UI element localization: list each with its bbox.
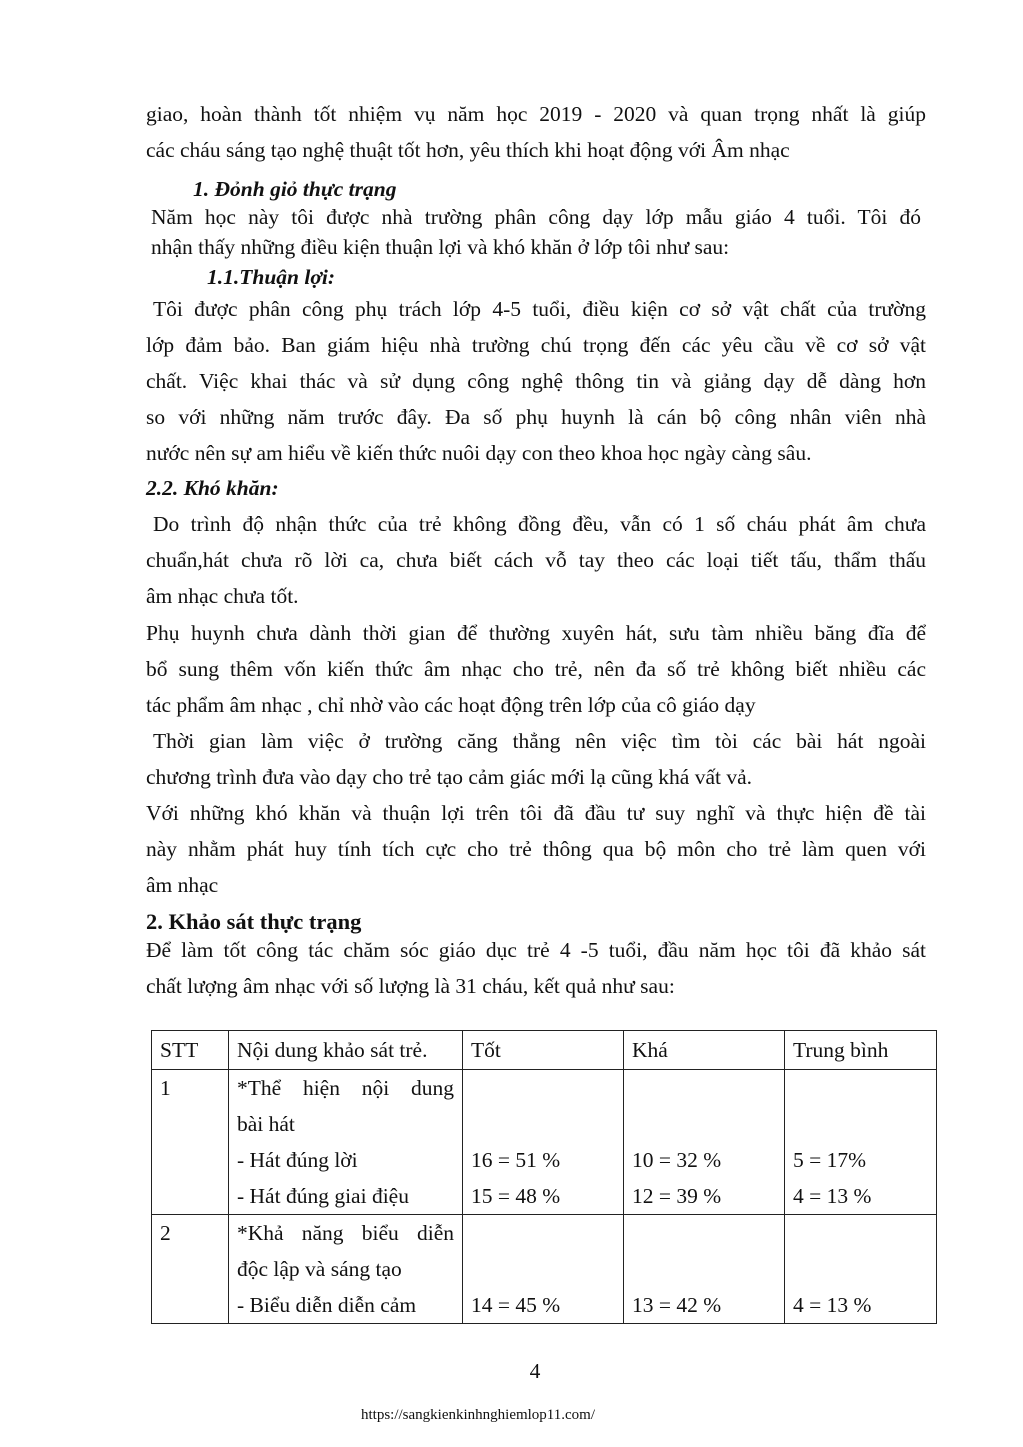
row-content-line: - Hát đúng giai điệu bbox=[237, 1184, 409, 1208]
row-stt: 2 bbox=[160, 1221, 171, 1245]
footer-url[interactable]: https://sangkienkinhnghiemlop11.com/ bbox=[360, 1407, 595, 1423]
table-cell bbox=[152, 1070, 229, 1215]
table-cell bbox=[152, 1215, 229, 1324]
paragraph-line: lớp đảm bảo. Ban giám hiệu nhà trường chú trọng đến các yêu cầu về cơ sở vật bbox=[146, 333, 926, 357]
table-header-row bbox=[152, 1031, 937, 1070]
row-kha-line bbox=[632, 1106, 776, 1142]
row-tb-line bbox=[793, 1106, 928, 1142]
page-number: 4 bbox=[529, 1359, 541, 1383]
row-tot-line bbox=[471, 1106, 615, 1142]
table-cell bbox=[624, 1215, 785, 1324]
section2-heading: 2. Khảo sát thực trạng bbox=[146, 909, 362, 934]
row-content-line: *Khả năng biểu diễn bbox=[237, 1221, 454, 1245]
row-kha-line: 12 = 39 % bbox=[632, 1184, 722, 1208]
table-cell bbox=[785, 1070, 937, 1215]
row-kha-line bbox=[632, 1070, 776, 1106]
row-kha-line bbox=[632, 1251, 776, 1287]
header-kha: Khá bbox=[632, 1038, 668, 1062]
paragraph-line: Phụ huynh chưa dành thời gian để thường xuyên hát, sưu tàm nhiều băng đĩa để bbox=[146, 621, 926, 645]
paragraph-line: Tôi được phân công phụ trách lớp 4-5 tuổi, điều kiện cơ sở vật chất của trường bbox=[153, 297, 926, 321]
row-content-line: - Hát đúng lời bbox=[237, 1148, 358, 1172]
row-tot-line bbox=[471, 1251, 615, 1287]
row-kha-line bbox=[632, 1215, 776, 1251]
row-tot-line: 15 = 48 % bbox=[471, 1184, 561, 1208]
table-row bbox=[152, 1215, 937, 1324]
row-kha-line: 10 = 32 % bbox=[632, 1148, 722, 1172]
row-tb-line: 4 = 13 % bbox=[793, 1184, 872, 1208]
header-content: Nội dung khảo sát trẻ. bbox=[237, 1038, 428, 1062]
header-trung-binh: Trung bình bbox=[793, 1038, 889, 1062]
table-header-cell bbox=[463, 1031, 624, 1070]
paragraph-line: Thời gian làm việc ở trường căng thẳng nên việc tìm tòi các bài hát ngoài bbox=[153, 729, 926, 753]
paragraph-line: Với những khó khăn và thuận lợi trên tôi đã đầu tư suy nghĩ và thực hiện đề tài bbox=[146, 801, 926, 825]
table-row bbox=[152, 1070, 937, 1215]
section1-heading: 1. Đỏnh giỏ thực trạng bbox=[193, 177, 397, 201]
row-content-line: - Biểu diễn diễn cảm bbox=[237, 1293, 417, 1317]
table-cell bbox=[229, 1070, 463, 1215]
row-content-line: *Thể hiện nội dung bbox=[237, 1076, 454, 1100]
table-header-cell bbox=[624, 1031, 785, 1070]
row-content-line: độc lập và sáng tạo bbox=[237, 1257, 402, 1281]
table-cell bbox=[463, 1070, 624, 1215]
paragraph-line: chất lượng âm nhạc với số lượng là 31 cháu, kết quả như sau: bbox=[146, 974, 675, 998]
paragraph-line: so với những năm trước đây. Đa số phụ huynh là cán bộ công nhân viên nhà bbox=[146, 405, 926, 429]
paragraph-line: chương trình đưa vào dạy cho trẻ tạo cảm giác mới lạ cũng khá vất vả. bbox=[146, 765, 753, 789]
paragraph-line: âm nhạc bbox=[146, 873, 219, 897]
paragraph-line: nhận thấy những điều kiện thuận lợi và khó khăn ở lớp tôi như sau: bbox=[151, 235, 730, 259]
row-tb-line: 4 = 13 % bbox=[793, 1293, 872, 1317]
row-tot-line: 14 = 45 % bbox=[471, 1293, 561, 1317]
table-header-cell bbox=[229, 1031, 463, 1070]
paragraph-line: nước nên sự am hiểu về kiến thức nuôi dạy con theo khoa học ngày càng sâu. bbox=[146, 441, 812, 465]
row-tot-line: 16 = 51 % bbox=[471, 1148, 561, 1172]
table-header-cell bbox=[152, 1031, 229, 1070]
header-stt: STT bbox=[160, 1038, 199, 1062]
row-tot-line bbox=[471, 1215, 615, 1251]
table-header-cell bbox=[785, 1031, 937, 1070]
advantages-heading: 1.1.Thuận lợi: bbox=[207, 265, 336, 289]
row-stt: 1 bbox=[160, 1076, 171, 1100]
paragraph-line: Do trình độ nhận thức của trẻ không đồng đều, vẫn có 1 số cháu phát âm chưa bbox=[153, 512, 926, 536]
row-tb-line: 5 = 17% bbox=[793, 1148, 867, 1172]
table-cell bbox=[624, 1070, 785, 1215]
row-kha-line: 13 = 42 % bbox=[632, 1293, 722, 1317]
row-tb-line bbox=[793, 1070, 928, 1106]
header-tot: Tốt bbox=[471, 1038, 501, 1062]
paragraph-line: chất. Việc khai thác và sử dụng công nghệ thông tin và giảng dạy dễ dàng hơn bbox=[146, 369, 926, 393]
row-tb-line bbox=[793, 1251, 928, 1287]
paragraph-line: chuẩn,hát chưa rõ lời ca, chưa biết cách vỗ tay theo các loại tiết tấu, thẩm thấu bbox=[146, 548, 926, 572]
difficulties-heading: 2.2. Khó khăn: bbox=[146, 476, 279, 500]
survey-table bbox=[151, 1030, 937, 1324]
row-content-line: bài hát bbox=[237, 1112, 295, 1136]
table-cell bbox=[229, 1215, 463, 1324]
table-cell bbox=[785, 1215, 937, 1324]
table-cell bbox=[463, 1215, 624, 1324]
paragraph-line: Năm học này tôi được nhà trường phân công dạy lớp mẫu giáo 4 tuổi. Tôi đó bbox=[151, 205, 921, 229]
paragraph-line: này nhằm phát huy tính tích cực cho trẻ thông qua bộ môn cho trẻ làm quen với bbox=[146, 837, 926, 861]
row-tot-line bbox=[471, 1070, 615, 1106]
paragraph-line: giao, hoàn thành tốt nhiệm vụ năm học 2019 - 2020 và quan trọng nhất là giúp bbox=[146, 102, 926, 126]
paragraph-line: âm nhạc chưa tốt. bbox=[146, 584, 299, 608]
paragraph-line: Để làm tốt công tác chăm sóc giáo dục trẻ 4 -5 tuổi, đầu năm học tôi đã khảo sát bbox=[146, 938, 926, 962]
paragraph-line: bổ sung thêm vốn kiến thức âm nhạc cho trẻ, nên đa số trẻ không biết nhiều các bbox=[146, 657, 926, 681]
paragraph-line: các cháu sáng tạo nghệ thuật tốt hơn, yêu thích khi hoạt động với Âm nhạc bbox=[146, 138, 790, 162]
row-tb-line bbox=[793, 1215, 928, 1251]
paragraph-line: tác phẩm âm nhạc , chỉ nhờ vào các hoạt động trên lớp của cô giáo dạy bbox=[146, 693, 756, 717]
